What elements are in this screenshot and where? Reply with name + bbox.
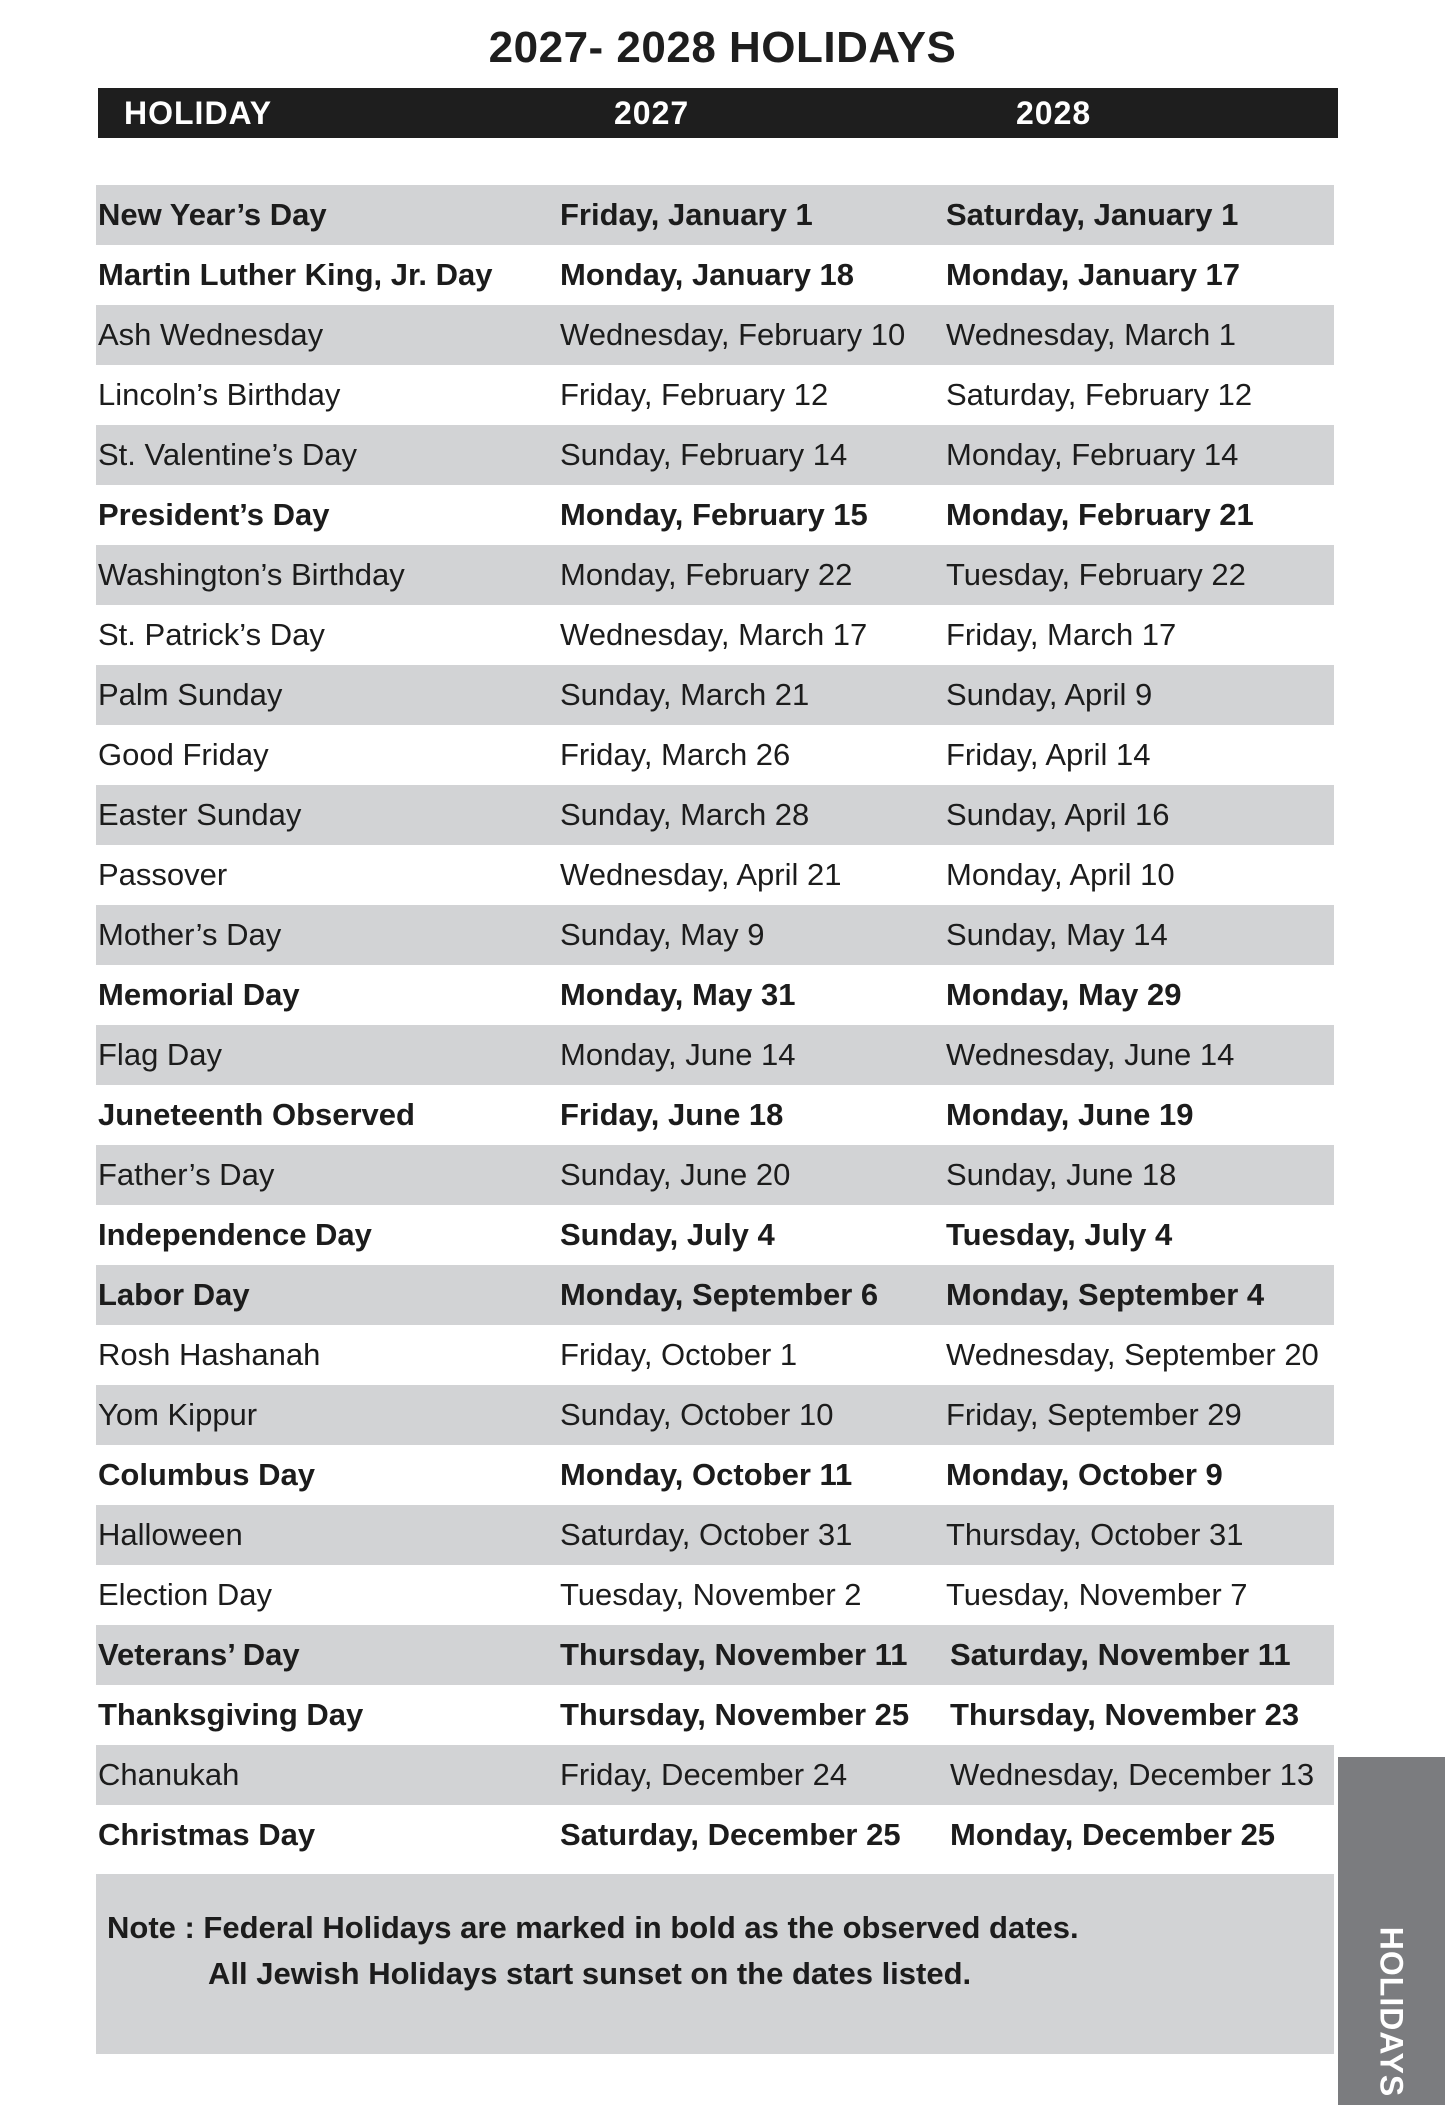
column-header-holiday: HOLIDAY [124, 95, 273, 131]
holiday-name: Juneteenth Observed [98, 1097, 415, 1132]
holiday-table [96, 185, 1334, 1865]
date-2027: Friday, March 26 [560, 737, 791, 772]
holiday-name: Palm Sunday [98, 677, 283, 712]
holiday-name: St. Patrick’s Day [98, 617, 325, 652]
table-row [96, 905, 1334, 965]
date-2027: Friday, December 24 [560, 1757, 848, 1792]
date-2027: Tuesday, November 2 [560, 1577, 862, 1612]
holiday-name: Chanukah [98, 1757, 240, 1792]
date-2028: Monday, May 29 [946, 977, 1182, 1012]
date-2028: Saturday, January 1 [946, 197, 1239, 232]
date-2028: Wednesday, September 20 [946, 1337, 1319, 1372]
date-2027: Saturday, October 31 [560, 1517, 853, 1552]
date-2028: Monday, June 19 [946, 1097, 1194, 1132]
table-row [96, 1265, 1334, 1325]
holiday-name: Independence Day [98, 1217, 372, 1252]
table-row [96, 1805, 1334, 1865]
holiday-name: Yom Kippur [98, 1397, 258, 1432]
table-row [96, 365, 1334, 425]
table-row [96, 1565, 1334, 1625]
holiday-name: Labor Day [98, 1277, 250, 1312]
table-row [96, 185, 1334, 245]
date-2028: Monday, April 10 [946, 857, 1175, 892]
column-header-2027: 2027 [614, 95, 690, 131]
table-row [96, 1025, 1334, 1085]
holiday-name: Rosh Hashanah [98, 1337, 321, 1372]
table-row [96, 245, 1334, 305]
table-row [96, 725, 1334, 785]
date-2027: Wednesday, February 10 [560, 317, 906, 352]
holiday-name: Ash Wednesday [98, 317, 324, 352]
date-2027: Wednesday, March 17 [560, 617, 868, 652]
table-row [96, 305, 1334, 365]
date-2027: Monday, February 15 [560, 497, 868, 532]
date-2028: Monday, February 21 [946, 497, 1254, 532]
date-2027: Friday, June 18 [560, 1097, 784, 1132]
table-row [96, 1505, 1334, 1565]
table-row [96, 1145, 1334, 1205]
date-2028: Sunday, May 14 [946, 917, 1168, 952]
table-row [96, 1625, 1334, 1685]
holiday-name: Washington’s Birthday [98, 557, 405, 592]
date-2027: Sunday, October 10 [560, 1397, 834, 1432]
date-2028: Monday, January 17 [946, 257, 1241, 292]
date-2027: Monday, June 14 [560, 1037, 796, 1072]
date-2027: Sunday, March 21 [560, 677, 810, 712]
date-2027: Sunday, March 28 [560, 797, 810, 832]
holiday-name: Memorial Day [98, 977, 300, 1012]
holiday-name: Father’s Day [98, 1157, 275, 1192]
holiday-name: Columbus Day [98, 1457, 316, 1492]
table-header [98, 88, 1338, 138]
table-row [96, 605, 1334, 665]
date-2027: Sunday, July 4 [560, 1217, 775, 1252]
holiday-name: St. Valentine’s Day [98, 437, 358, 472]
table-row [96, 785, 1334, 845]
table-row [96, 965, 1334, 1025]
date-2028: Saturday, February 12 [946, 377, 1253, 412]
holiday-name: President’s Day [98, 497, 330, 532]
date-2028: Tuesday, November 7 [946, 1577, 1248, 1612]
table-row [96, 1085, 1334, 1145]
date-2027: Sunday, June 20 [560, 1157, 791, 1192]
holiday-name: Passover [98, 857, 228, 892]
date-2027: Monday, October 11 [560, 1457, 853, 1492]
note-box [96, 1874, 1334, 2054]
date-2028: Sunday, June 18 [946, 1157, 1177, 1192]
date-2028: Wednesday, December 13 [950, 1757, 1315, 1792]
date-2028: Sunday, April 9 [946, 677, 1153, 712]
table-row [96, 545, 1334, 605]
date-2027: Monday, September 6 [560, 1277, 879, 1312]
side-tab[interactable] [1338, 1757, 1445, 2105]
date-2027: Sunday, May 9 [560, 917, 765, 952]
date-2027: Friday, October 1 [560, 1337, 798, 1372]
holiday-name: Flag Day [98, 1037, 223, 1072]
holiday-name: Good Friday [98, 737, 269, 772]
holiday-name: Martin Luther King, Jr. Day [98, 257, 493, 292]
table-row [96, 665, 1334, 725]
table-row [96, 1745, 1334, 1805]
date-2027: Friday, January 1 [560, 197, 813, 232]
table-row [96, 1325, 1334, 1385]
page-title: 2027- 2028 HOLIDAYS [488, 23, 957, 72]
date-2027: Sunday, February 14 [560, 437, 848, 472]
table-row [96, 1385, 1334, 1445]
date-2027: Thursday, November 11 [560, 1637, 908, 1672]
date-2028: Thursday, October 31 [946, 1517, 1244, 1552]
table-row [96, 1205, 1334, 1265]
date-2027: Monday, February 22 [560, 557, 853, 592]
date-2028: Monday, December 25 [950, 1817, 1276, 1852]
table-row [96, 845, 1334, 905]
date-2028: Saturday, November 11 [950, 1637, 1291, 1672]
date-2027: Friday, February 12 [560, 377, 829, 412]
table-row [96, 1445, 1334, 1505]
date-2028: Monday, October 9 [946, 1457, 1223, 1492]
table-row [96, 425, 1334, 485]
date-2028: Wednesday, June 14 [946, 1037, 1235, 1072]
holiday-name: Veterans’ Day [98, 1637, 300, 1672]
holiday-name: Mother’s Day [98, 917, 282, 952]
date-2027: Monday, May 31 [560, 977, 796, 1012]
note-line-1: Note : Federal Holidays are marked in bold as the observed dates. [107, 1910, 1079, 1945]
date-2028: Friday, March 17 [946, 617, 1177, 652]
holiday-name: Halloween [98, 1517, 243, 1552]
date-2027: Wednesday, April 21 [560, 857, 842, 892]
column-header-2028: 2028 [1016, 95, 1092, 131]
date-2028: Tuesday, February 22 [946, 557, 1246, 592]
holiday-name: Election Day [98, 1577, 273, 1612]
date-2028: Friday, September 29 [946, 1397, 1242, 1432]
table-row [96, 485, 1334, 545]
date-2028: Friday, April 14 [946, 737, 1151, 772]
holiday-name: Thanksgiving Day [98, 1697, 364, 1732]
holiday-name: Lincoln’s Birthday [98, 377, 341, 412]
date-2028: Monday, February 14 [946, 437, 1239, 472]
date-2028: Wednesday, March 1 [946, 317, 1237, 352]
date-2028: Thursday, November 23 [950, 1697, 1300, 1732]
date-2028: Monday, September 4 [946, 1277, 1265, 1312]
holiday-name: Christmas Day [98, 1817, 316, 1852]
side-tab-label: HOLIDAYS [1373, 1926, 1410, 2098]
date-2028: Sunday, April 16 [946, 797, 1170, 832]
date-2028: Tuesday, July 4 [946, 1217, 1173, 1252]
date-2027: Monday, January 18 [560, 257, 855, 292]
holiday-name: New Year’s Day [98, 197, 327, 232]
date-2027: Thursday, November 25 [560, 1697, 910, 1732]
date-2027: Saturday, December 25 [560, 1817, 901, 1852]
note-line-2: All Jewish Holidays start sunset on the dates listed. [208, 1956, 972, 1991]
table-row [96, 1685, 1334, 1745]
holiday-name: Easter Sunday [98, 797, 302, 832]
